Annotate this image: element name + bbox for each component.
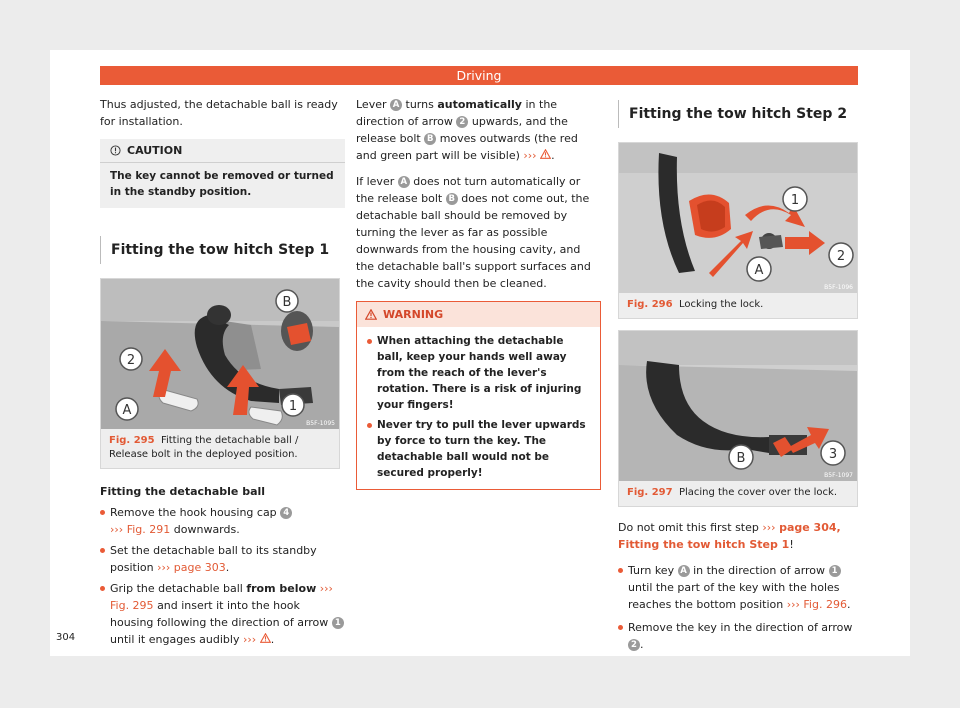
figure-code: B5F-1095 <box>306 420 335 427</box>
page-link[interactable]: page 304, Fitting the tow hitch Step 1 <box>618 521 841 551</box>
figure-297-caption: Fig. 297 Placing the cover over the lock. <box>619 481 857 506</box>
svg-text:1: 1 <box>288 399 298 414</box>
svg-text:2: 2 <box>836 249 846 264</box>
caution-box <box>100 139 345 208</box>
column-3 <box>618 96 863 662</box>
list-item: Remove the hook housing cap 4 ››› Fig. 291 downwards. <box>100 504 345 538</box>
heading-step-2: Fitting the tow hitch Step 2 <box>618 100 863 128</box>
warning-title: WARNING <box>383 308 444 321</box>
figure-link[interactable]: Fig. 291 <box>126 523 171 536</box>
figure-code: B5F-1096 <box>824 284 853 291</box>
figure-295 <box>100 278 340 469</box>
column-2 <box>356 96 601 490</box>
caution-text: The key cannot be removed or turned in the standby position. <box>110 170 334 198</box>
warning-triangle-icon[interactable] <box>540 149 551 159</box>
paragraph-lever: Lever A turns automatically in the direction of arrow 2 upwards, and the release bolt B moves outwards (the red and green part will be visible) ››› . <box>356 98 578 162</box>
svg-text:B: B <box>736 451 746 466</box>
figure-link[interactable]: Fig. 296 <box>803 598 847 611</box>
caution-title: CAUTION <box>127 144 183 157</box>
list-item: Grip the detachable ball from below ››› Fig. 295 and insert it into the hook housing following the direction of arrow 1 until it engages audibly ››› . <box>100 580 345 648</box>
figure-296 <box>618 142 858 319</box>
tow-hitch-illustration-295 <box>101 279 339 429</box>
svg-text:1: 1 <box>790 193 800 208</box>
warning-item: Never try to pull the lever upwards by force to turn the key. The detachable ball would not be secured properly! <box>367 417 590 481</box>
paragraph-first-step: Do not omit this first step ››› page 304, Fitting the tow hitch Step 1! <box>618 521 841 551</box>
figure-link[interactable]: Fig. 295 <box>110 599 154 612</box>
subheading-fitting-ball: Fitting the detachable ball <box>100 485 266 498</box>
intro-text: Thus adjusted, the detachable ball is ready for installation. <box>100 98 338 128</box>
figure-295-caption: Fig. 295 Fitting the detachable ball / Release bolt in the deployed position. <box>101 429 339 468</box>
column-1 <box>100 96 345 657</box>
figure-296-caption: Fig. 296 Locking the lock. <box>619 293 857 318</box>
callout-badge: A <box>398 176 410 188</box>
callout-badge: 1 <box>829 565 841 577</box>
figure-297 <box>618 330 858 507</box>
warning-item: When attaching the detachable ball, keep your hands well away from the reach of the lever's rotation. There is a risk of injuring your fingers! <box>367 333 590 413</box>
callout-badge: B <box>424 133 436 145</box>
info-circle-icon <box>110 145 121 156</box>
list-item: Turn key A in the direction of arrow 1 until the part of the key with the holes reaches the bottom position ››› Fig. 296. <box>618 562 863 613</box>
page <box>50 50 910 656</box>
figure-code: B5F-1097 <box>824 472 853 479</box>
tow-hitch-illustration-297 <box>619 331 857 481</box>
warning-triangle-icon[interactable] <box>260 633 271 643</box>
callout-badge: 2 <box>456 116 468 128</box>
svg-text:3: 3 <box>828 447 838 462</box>
svg-text:A: A <box>754 263 764 278</box>
callout-badge: 1 <box>332 617 344 629</box>
callout-badge: 2 <box>628 639 640 651</box>
section-header: Driving <box>100 66 858 85</box>
warning-box <box>356 301 601 490</box>
svg-text:B: B <box>282 295 292 310</box>
svg-text:2: 2 <box>126 353 136 368</box>
callout-badge: A <box>390 99 402 111</box>
list-item: Remove the key in the direction of arrow 2 . <box>618 619 863 653</box>
warning-triangle-icon <box>365 309 377 320</box>
tow-hitch-illustration-296 <box>619 143 857 293</box>
callout-badge: B <box>446 193 458 205</box>
list-item: Set the detachable ball to its standby position ››› page 303. <box>100 542 345 576</box>
svg-text:A: A <box>122 403 132 418</box>
callout-badge: A <box>678 565 690 577</box>
heading-step-1: Fitting the tow hitch Step 1 <box>100 236 345 264</box>
callout-badge: 4 <box>280 507 292 519</box>
page-link[interactable]: page 303 <box>173 561 226 574</box>
page-number: 304 <box>56 632 76 643</box>
paragraph-if-lever: If lever A does not turn automatically or the release bolt B does not come out, the detachable ball should be removed by turning the lever as far as possible downwards from the housing cavity, and the detachable ball's support surfaces and the cavity should then be cleaned. <box>356 175 591 290</box>
